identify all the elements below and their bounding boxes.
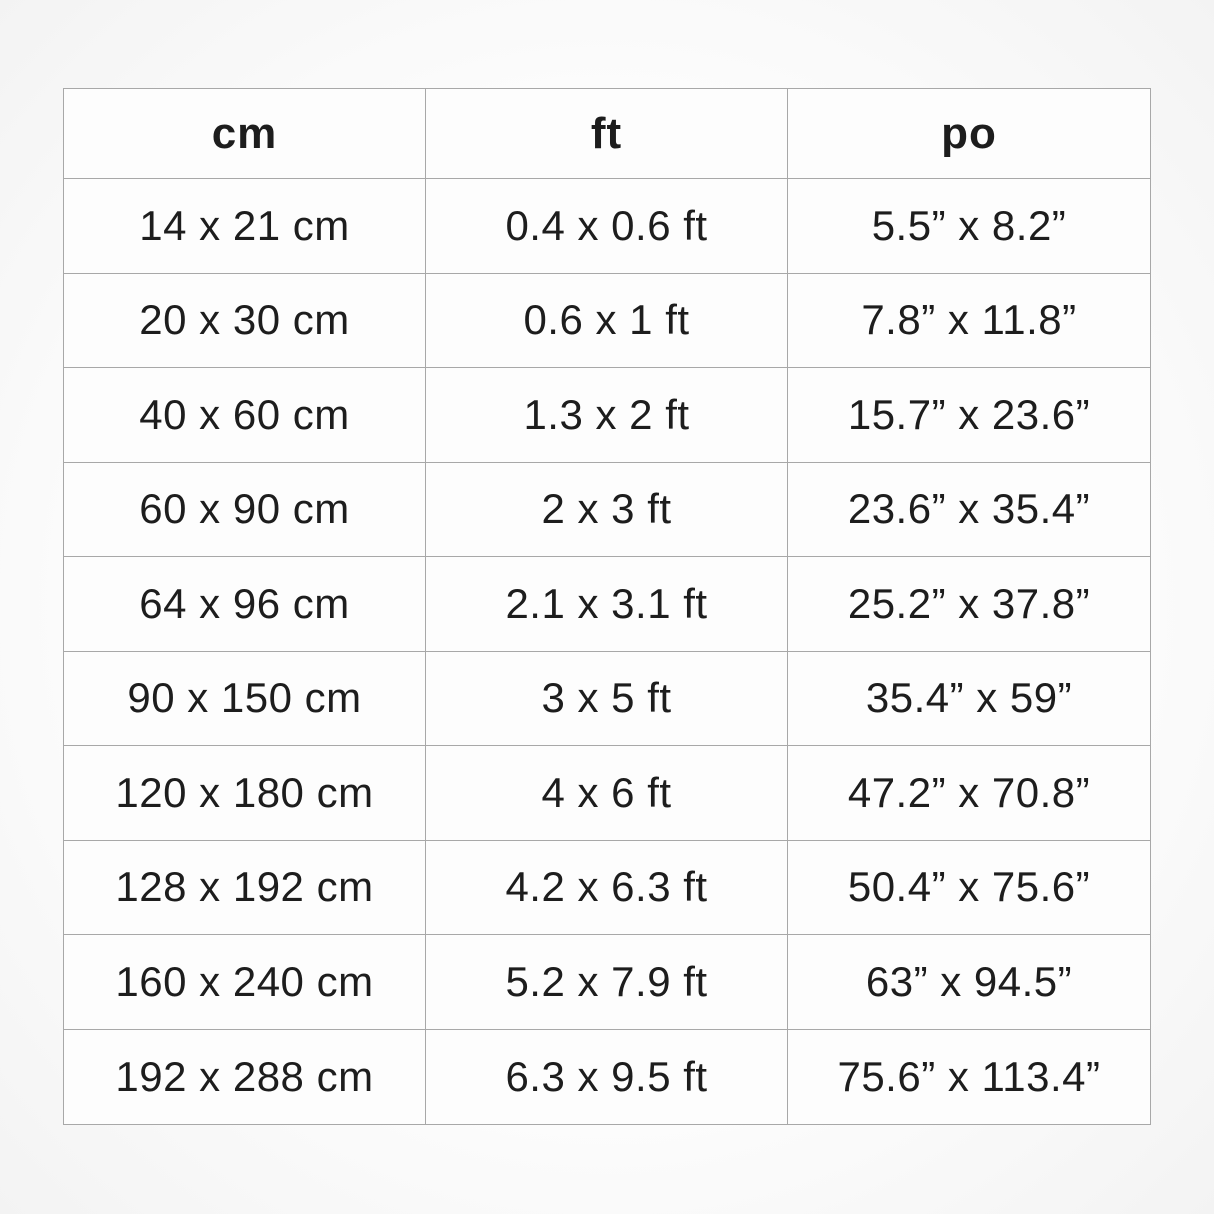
table-cell-po: 63” x 94.5” [788,935,1150,1030]
table-cell-cm: 40 x 60 cm [64,368,426,463]
table-cell-ft: 6.3 x 9.5 ft [426,1030,788,1125]
table-cell-ft: 2.1 x 3.1 ft [426,557,788,652]
table-cell-cm: 14 x 21 cm [64,179,426,274]
table-cell-po: 25.2” x 37.8” [788,557,1150,652]
table-cell-po: 75.6” x 113.4” [837,1052,1101,1100]
table-cell-cm: 192 x 288 cm [64,1030,426,1125]
table-cell-ft: 4.2 x 6.3 ft [426,841,788,936]
column-header-po: po [788,89,1150,179]
table-cell-ft: 2 x 3 ft [426,463,788,558]
column-header-ft: ft [426,89,788,179]
column-header-cm: cm [64,89,426,179]
table-cell-cm: 128 x 192 cm [64,841,426,936]
table-cell-cm: 160 x 240 cm [64,935,426,1030]
table-cell-ft: 0.4 x 0.6 ft [426,179,788,274]
table-cell-ft: 4 x 6 ft [426,746,788,841]
table-cell-po: 47.2” x 70.8” [788,746,1150,841]
table-cell-ft: 1.3 x 2 ft [426,368,788,463]
table-cell-ft: 3 x 5 ft [426,652,788,747]
size-conversion-table [63,88,1151,1125]
table-cell-cm: 64 x 96 cm [64,557,426,652]
table-cell-cm: 90 x 150 cm [64,652,426,747]
table-cell-po: 50.4” x 75.6” [788,841,1150,936]
table-cell-po: 5.5” x 8.2” [788,179,1150,274]
table-cell-ft: 5.2 x 7.9 ft [426,935,788,1030]
table-cell-ft: 0.6 x 1 ft [426,274,788,369]
table-cell-po: 15.7” x 23.6” [788,368,1150,463]
table-cell-po: 7.8” x 11.8” [788,274,1150,369]
table-cell-po: 23.6” x 35.4” [788,463,1150,558]
table-cell-cm: 120 x 180 cm [64,746,426,841]
table-cell-po: 35.4” x 59” [788,652,1150,747]
table-cell-cm: 20 x 30 cm [64,274,426,369]
table-cell-cm: 60 x 90 cm [64,463,426,558]
